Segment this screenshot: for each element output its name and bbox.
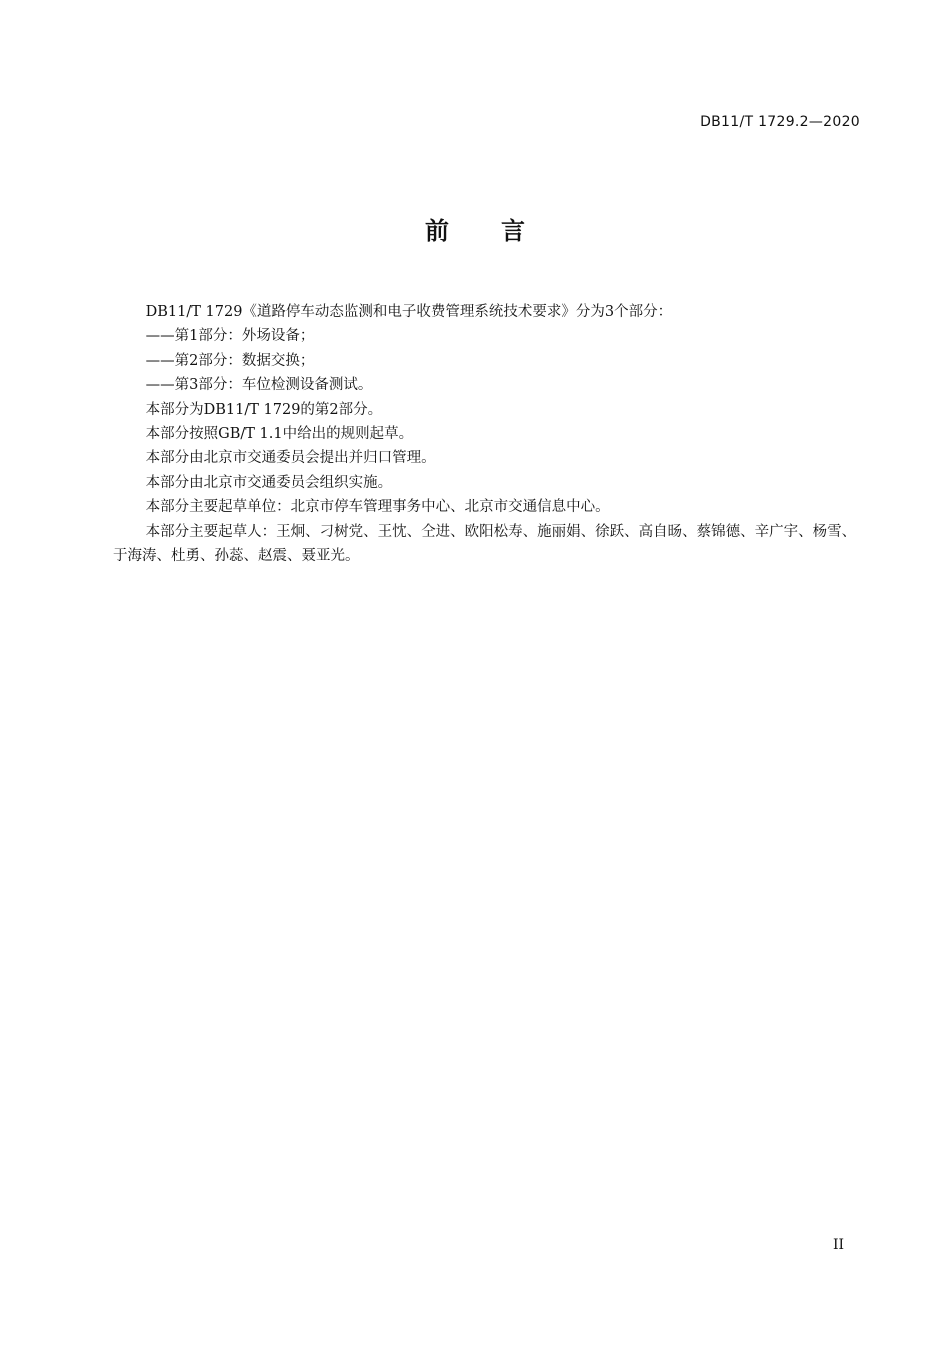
paragraph-drafters: 本部分主要起草人：王炯、刁树党、王忱、仝进、欧阳松寿、施丽娟、徐跃、高自旸、蔡锦德、辛广宇、杨雪、于海涛、杜勇、孙蕊、赵震、聂亚光。 xyxy=(113,523,857,565)
page-title: 前言 xyxy=(425,217,577,245)
paragraph-drafting-rules: 本部分按照GB/T 1.1中给出的规则起草。 xyxy=(145,426,414,443)
paragraph-proposer: 本部分由北京市交通委员会提出并归口管理。 xyxy=(145,450,436,467)
paragraph-drafting-units: 本部分主要起草单位：北京市停车管理事务中心、北京市交通信息中心。 xyxy=(145,499,610,516)
list-item-part-1: ——第1部分：外场设备； xyxy=(145,328,315,345)
document-code: DB11/T 1729.2—2020 xyxy=(700,114,860,130)
page-number: II xyxy=(832,1237,844,1253)
paragraph-implementer: 本部分由北京市交通委员会组织实施。 xyxy=(145,474,393,491)
list-item-part-2: ——第2部分：数据交换； xyxy=(145,352,315,369)
paragraph-intro: DB11/T 1729《道路停车动态监测和电子收费管理系统技术要求》分为3个部分： xyxy=(145,304,673,320)
list-item-part-3: ——第3部分：车位检测设备测试。 xyxy=(145,377,373,394)
paragraph-part-statement: 本部分为DB11/T 1729的第2部分。 xyxy=(145,401,383,418)
foreword-body xyxy=(113,300,860,568)
